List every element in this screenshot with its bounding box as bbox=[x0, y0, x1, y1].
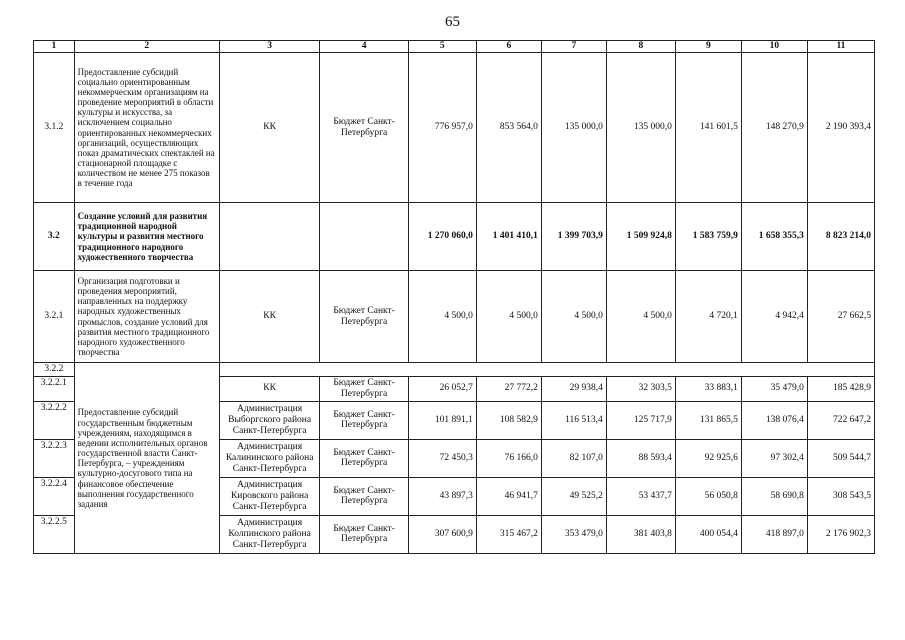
row-name: Создание условий для развития традиционной народной культуры и развития местного традиционного народного художественного творчества bbox=[74, 203, 219, 271]
row-value: 76 166,0 bbox=[476, 439, 541, 477]
page-number: 65 bbox=[445, 14, 460, 30]
row-value: 135 000,0 bbox=[541, 53, 606, 203]
budget-table bbox=[33, 40, 875, 554]
row-value: 26 052,7 bbox=[408, 376, 476, 401]
row-value: 4 500,0 bbox=[541, 271, 606, 363]
row-value: 49 525,2 bbox=[541, 477, 606, 515]
row-value: 72 450,3 bbox=[408, 439, 476, 477]
col-header-5: 5 bbox=[408, 41, 476, 53]
row-value: 4 942,4 bbox=[741, 271, 807, 363]
row-value: 4 500,0 bbox=[408, 271, 476, 363]
row-value: 4 500,0 bbox=[606, 271, 675, 363]
row-value: 185 428,9 bbox=[807, 376, 874, 401]
header-row bbox=[34, 41, 875, 53]
group-name: Предоставление субсидий государственным бюджетным учреждениям, находящимся в ведении исполнительных органов государственной власти Санкт-Петербурга, – учреждениям культурно-досугового типа на финансовое обеспечение выполнения государственного задания bbox=[74, 363, 219, 554]
row-value: 125 717,9 bbox=[606, 401, 675, 439]
row-value: 315 467,2 bbox=[476, 515, 541, 553]
row-value: 46 941,7 bbox=[476, 477, 541, 515]
row-executor: КК bbox=[219, 271, 320, 363]
group-spacer bbox=[219, 363, 874, 377]
row-code: 3.2.2.5 bbox=[34, 515, 75, 553]
row-value: 97 302,4 bbox=[741, 439, 807, 477]
row-value: 108 582,9 bbox=[476, 401, 541, 439]
row-source: Бюджет Санкт-Петербурга bbox=[320, 515, 408, 553]
row-value: 1 509 924,8 bbox=[606, 203, 675, 271]
row-value: 418 897,0 bbox=[741, 515, 807, 553]
row-value: 148 270,9 bbox=[741, 53, 807, 203]
row-value: 307 600,9 bbox=[408, 515, 476, 553]
row-executor: Администрация Выборгского района Санкт-Петербурга bbox=[219, 401, 320, 439]
row-source: Бюджет Санкт-Петербурга bbox=[320, 271, 408, 363]
row-value: 1 399 703,9 bbox=[541, 203, 606, 271]
row-value: 353 479,0 bbox=[541, 515, 606, 553]
row-value: 92 925,6 bbox=[675, 439, 741, 477]
row-code: 3.2.2.2 bbox=[34, 401, 75, 439]
col-header-8: 8 bbox=[606, 41, 675, 53]
row-code: 3.2 bbox=[34, 203, 75, 271]
row-value: 82 107,0 bbox=[541, 439, 606, 477]
col-header-10: 10 bbox=[741, 41, 807, 53]
row-name: Предоставление субсидий социально ориентированным некоммерческим организациям на проведение мероприятий в области культуры и искусства, за исключением социально ориентированных некоммерческих организаций, осуществляющих показ драматических спектаклей на стационарной площадке с количеством не менее 275 показов в течение года bbox=[74, 53, 219, 203]
row-value: 1 270 060,0 bbox=[408, 203, 476, 271]
row-value: 1 401 410,1 bbox=[476, 203, 541, 271]
col-header-6: 6 bbox=[476, 41, 541, 53]
row-value: 722 647,2 bbox=[807, 401, 874, 439]
group-row-3-2-2 bbox=[34, 363, 875, 377]
row-value: 135 000,0 bbox=[606, 53, 675, 203]
row-value: 1 583 759,9 bbox=[675, 203, 741, 271]
row-executor: КК bbox=[219, 53, 320, 203]
row-executor: Администрация Колпинского района Санкт-Петербурга bbox=[219, 515, 320, 553]
row-code: 3.2.1 bbox=[34, 271, 75, 363]
table-row bbox=[34, 203, 875, 271]
row-value: 509 544,7 bbox=[807, 439, 874, 477]
row-value: 381 403,8 bbox=[606, 515, 675, 553]
row-executor: Администрация Кировского района Санкт-Петербурга bbox=[219, 477, 320, 515]
row-value: 33 883,1 bbox=[675, 376, 741, 401]
row-value: 29 938,4 bbox=[541, 376, 606, 401]
row-executor: КК bbox=[219, 376, 320, 401]
row-source bbox=[320, 203, 408, 271]
row-value: 8 823 214,0 bbox=[807, 203, 874, 271]
row-name: Организация подготовки и проведения мероприятий, направленных на поддержку народных художественных промыслов, создание условий для развития местного традиционного народного художественного творчества bbox=[74, 271, 219, 363]
row-value: 32 303,5 bbox=[606, 376, 675, 401]
row-value: 88 593,4 bbox=[606, 439, 675, 477]
group-code: 3.2.2 bbox=[34, 363, 75, 377]
row-value: 400 054,4 bbox=[675, 515, 741, 553]
col-header-7: 7 bbox=[541, 41, 606, 53]
row-source: Бюджет Санкт-Петербурга bbox=[320, 439, 408, 477]
row-executor bbox=[219, 203, 320, 271]
row-code: 3.2.2.4 bbox=[34, 477, 75, 515]
row-code: 3.2.2.1 bbox=[34, 376, 75, 401]
row-source: Бюджет Санкт-Петербурга bbox=[320, 401, 408, 439]
row-value: 27 772,2 bbox=[476, 376, 541, 401]
row-value: 58 690,8 bbox=[741, 477, 807, 515]
col-header-11: 11 bbox=[807, 41, 874, 53]
row-value: 101 891,1 bbox=[408, 401, 476, 439]
row-value: 116 513,4 bbox=[541, 401, 606, 439]
row-value: 141 601,5 bbox=[675, 53, 741, 203]
row-value: 53 437,7 bbox=[606, 477, 675, 515]
row-value: 1 658 355,3 bbox=[741, 203, 807, 271]
row-executor: Администрация Калининского района Санкт-Петербурга bbox=[219, 439, 320, 477]
row-value: 131 865,5 bbox=[675, 401, 741, 439]
col-header-1: 1 bbox=[34, 41, 75, 53]
row-value: 43 897,3 bbox=[408, 477, 476, 515]
row-value: 308 543,5 bbox=[807, 477, 874, 515]
row-value: 56 050,8 bbox=[675, 477, 741, 515]
end-code-cell bbox=[34, 553, 75, 554]
row-value: 138 076,4 bbox=[741, 401, 807, 439]
row-value: 4 720,1 bbox=[675, 271, 741, 363]
row-value: 4 500,0 bbox=[476, 271, 541, 363]
row-code: 3.2.2.3 bbox=[34, 439, 75, 477]
col-header-2: 2 bbox=[74, 41, 219, 53]
row-value: 2 190 393,4 bbox=[807, 53, 874, 203]
row-value: 2 176 902,3 bbox=[807, 515, 874, 553]
row-source: Бюджет Санкт-Петербурга bbox=[320, 477, 408, 515]
row-value: 35 479,0 bbox=[741, 376, 807, 401]
row-value: 776 957,0 bbox=[408, 53, 476, 203]
table-row bbox=[34, 53, 875, 203]
end-data-cell bbox=[219, 553, 874, 554]
table-row bbox=[34, 271, 875, 363]
row-value: 853 564,0 bbox=[476, 53, 541, 203]
col-header-4: 4 bbox=[320, 41, 408, 53]
col-header-9: 9 bbox=[675, 41, 741, 53]
row-value: 27 662,5 bbox=[807, 271, 874, 363]
row-source: Бюджет Санкт-Петербурга bbox=[320, 376, 408, 401]
col-header-3: 3 bbox=[219, 41, 320, 53]
row-source: Бюджет Санкт-Петербурга bbox=[320, 53, 408, 203]
row-code: 3.1.2 bbox=[34, 53, 75, 203]
